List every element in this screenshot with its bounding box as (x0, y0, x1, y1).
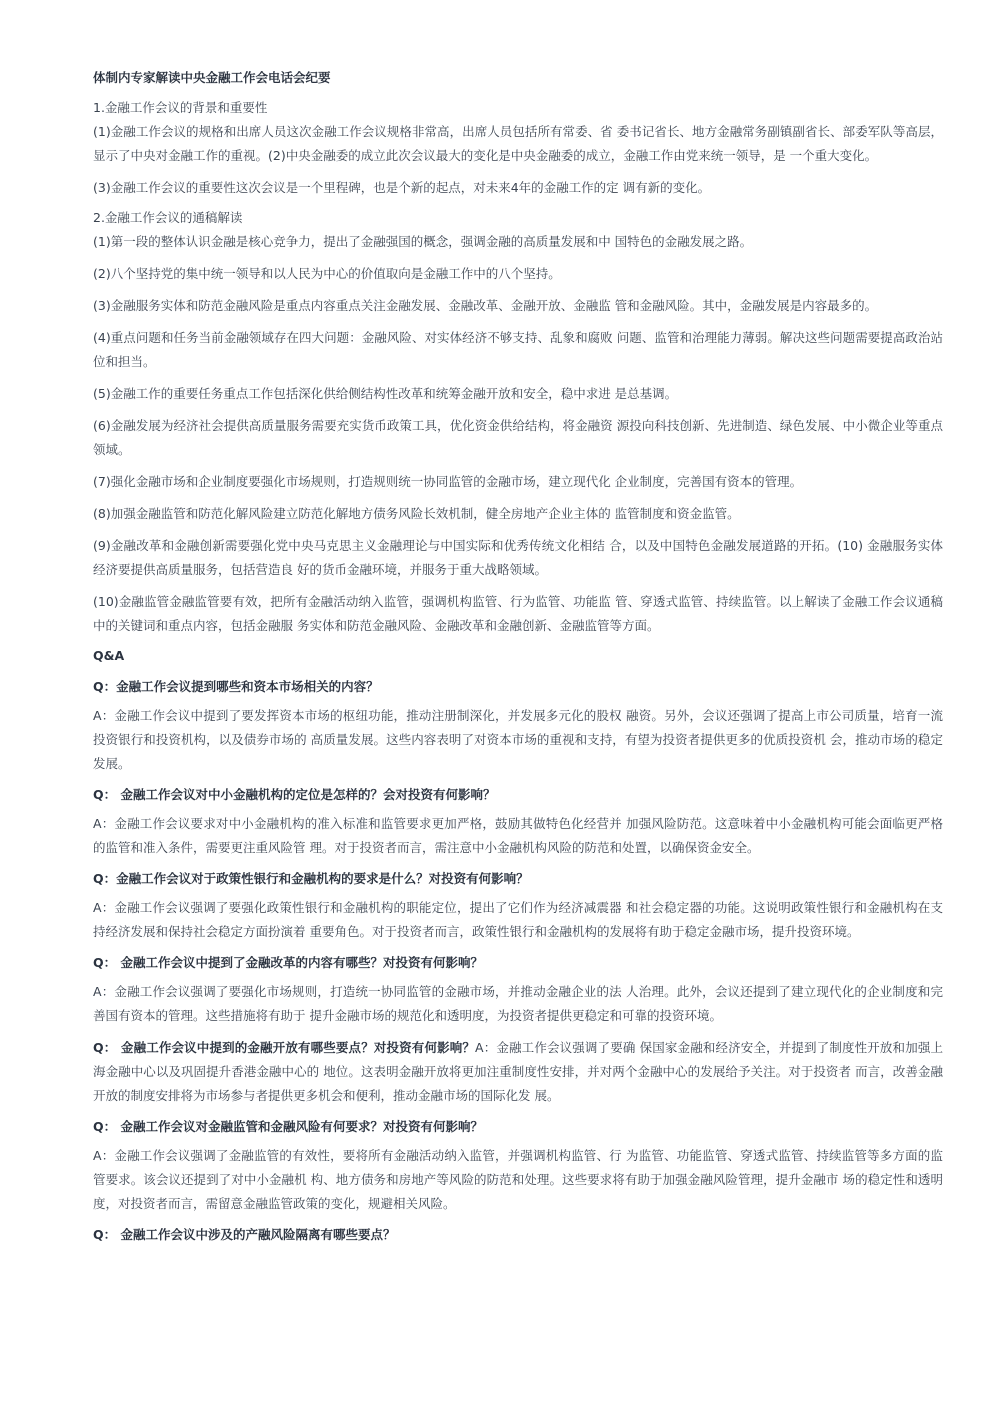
paragraph: (1)金融工作会议的规格和出席人员这次金融工作会议规格非常高，出席人员包括所有常委、省 委书记省长、地方金融常务副镇副省长、部委军队等高层，显示了中央对金融工作的重视。(2)中央金融委的成立此次会议最大的变化是中央金融委的成立，金融工作由党来统一领导，是 一个重大变化。 (93, 124, 943, 163)
qa-inline-item (93, 1036, 943, 1108)
section-heading-background: 1.金融工作会议的背景和重要性 (93, 100, 268, 115)
qa-answer: A：金融工作会议中提到了要发挥资本市场的枢纽功能，推动注册制深化，并发展多元化的股权 融资。另外，会议还强调了提高上市公司质量，培育一流投资银行和投资机构，以及债券市场的 高质量发展。这些内容表明了对资本市场的重视和支持，有望为投资者提供更多的优质投资机 会，推动市场的稳定发展。 (93, 708, 943, 771)
section-heading-interpretation: 2.金融工作会议的通稿解读 (93, 210, 243, 225)
paragraph: (6)金融发展为经济社会提供高质量服务需要充实货币政策工具，优化资金供给结构，将金融资 源投向科技创新、先进制造、绿色发展、中小微企业等重点领域。 (93, 418, 943, 457)
qa-question: Q： 金融工作会议中提到了金融改革的内容有哪些？对投资有何影响？ (93, 955, 483, 970)
paragraph: (7)强化金融市场和企业制度要强化市场规则，打造规则统一协同监管的金融市场，建立现代化 企业制度，完善国有资本的管理。 (93, 474, 803, 489)
qa-answer: A：金融工作会议强调了要强化政策性银行和金融机构的职能定位，提出了它们作为经济减震器 和社会稳定器的功能。这说明政策性银行和金融机构在支持经济发展和保持社会稳定方面扮演着 重要角色。对于投资者而言，政策性银行和金融机构的发展将有助于稳定金融市场，提升投资环境。 (93, 900, 943, 939)
paragraph: (1)第一段的整体认识金融是核心竞争力，提出了金融强国的概念，强调金融的高质量发展和中 国特色的金融发展之路。 (93, 234, 753, 249)
paragraph: (8)加强金融监管和防范化解风险建立防范化解地方债务风险长效机制，健全房地产企业主体的 监管制度和资金监管。 (93, 506, 740, 521)
document-title: 体制内专家解读中央金融工作会电话会纪要 (93, 70, 331, 85)
paragraph: (5)金融工作的重要任务重点工作包括深化供给侧结构性改革和统筹金融开放和安全，稳中求进 是总基调。 (93, 386, 678, 401)
qa-question: Q： 金融工作会议对中小金融机构的定位是怎样的？会对投资有何影响？ (93, 787, 496, 802)
qa-answer: A：金融工作会议强调了要强化市场规则，打造统一协同监管的金融市场，并推动金融企业的法 人治理。此外，会议还提到了建立现代化的企业制度和完善国有资本的管理。这些措施将有助于 提升金融市场的规范化和透明度，为投资者提供更稳定和可靠的投资环境。 (93, 984, 943, 1023)
qa-question: Q： 金融工作会议对金融监管和金融风险有何要求？对投资有何影响？ (93, 1119, 483, 1134)
qa-question: Q： 金融工作会议中涉及的产融风险隔离有哪些要点？ (93, 1227, 396, 1242)
qa-answer: A：金融工作会议强调了要确 保国家金融和经济安全，并提到了制度性开放和加强上海金融中心以及巩固提升香港金融中心的 地位。这表明金融开放将更加注重制度性安排，并对两个金融中心的发展给予关注。对于投资者 而言，改善金融开放的制度安排将为市场参与者提供更多机会和便利，推动金融市场的国际化发 展。 (93, 1040, 943, 1103)
qa-question: Q： 金融工作会议中提到的金融开放有哪些要点？对投资有何影响？ (93, 1040, 476, 1055)
qa-question: Q：金融工作会议提到哪些和资本市场相关的内容？ (93, 679, 379, 694)
qa-answer: A：金融工作会议强调了金融监管的有效性，要将所有金融活动纳入监管，并强调机构监管、行 为监管、功能监管、穿透式监管、持续监管等多方面的监管要求。该会议还提到了对中小金融机 构、地方债务和房地产等风险的防范和处理。这些要求将有助于加强金融风险管理，提升金融市 场的稳定性和透明度，对投资者而言，需留意金融监管政策的变化，规避相关风险。 (93, 1148, 943, 1211)
paragraph: (2)八个坚持党的集中统一领导和以人民为中心的价值取向是金融工作中的八个坚持。 (93, 266, 561, 281)
paragraph: (3)金融工作会议的重要性这次会议是一个里程碑，也是个新的起点，对未来4年的金融工作的定 调有新的变化。 (93, 180, 711, 195)
qa-heading: Q&A (93, 648, 125, 663)
paragraph: (10)金融监管金融监管要有效，把所有金融活动纳入监管，强调机构监管、行为监管、功能监 管、穿透式监管、持续监管。以上解读了金融工作会议通稿中的关键词和重点内容，包括金融服 务实体和防范金融风险、金融改革和金融创新、金融监管等方面。 (93, 594, 943, 633)
paragraph: (4)重点问题和任务当前金融领域存在四大问题：金融风险、对实体经济不够支持、乱象和腐败 问题、监管和治理能力薄弱。解决这些问题需要提高政治站位和担当。 (93, 330, 943, 369)
paragraph: (3)金融服务实体和防范金融风险是重点内容重点关注金融发展、金融改革、金融开放、金融监 管和金融风险。其中，金融发展是内容最多的。 (93, 298, 878, 313)
qa-question: Q：金融工作会议对于政策性银行和金融机构的要求是什么？对投资有何影响？ (93, 871, 529, 886)
qa-answer: A：金融工作会议要求对中小金融机构的准入标准和监管要求更加严格，鼓励其做特色化经营并 加强风险防范。这意味着中小金融机构可能会面临更严格的监管和准入条件，需要更注重风险管 理。对于投资者而言，需注意中小金融机构风险的防范和处置，以确保资金安全。 (93, 816, 943, 855)
paragraph: (9)金融改革和金融创新需要强化党中央马克思主义金融理论与中国实际和优秀传统文化相结 合，以及中国特色金融发展道路的开拓。(10) 金融服务实体经济要提供高质量服务，包括营造良 好的货币金融环境，并服务于重大战略领域。 (93, 538, 943, 577)
document-page (93, 68, 943, 1252)
